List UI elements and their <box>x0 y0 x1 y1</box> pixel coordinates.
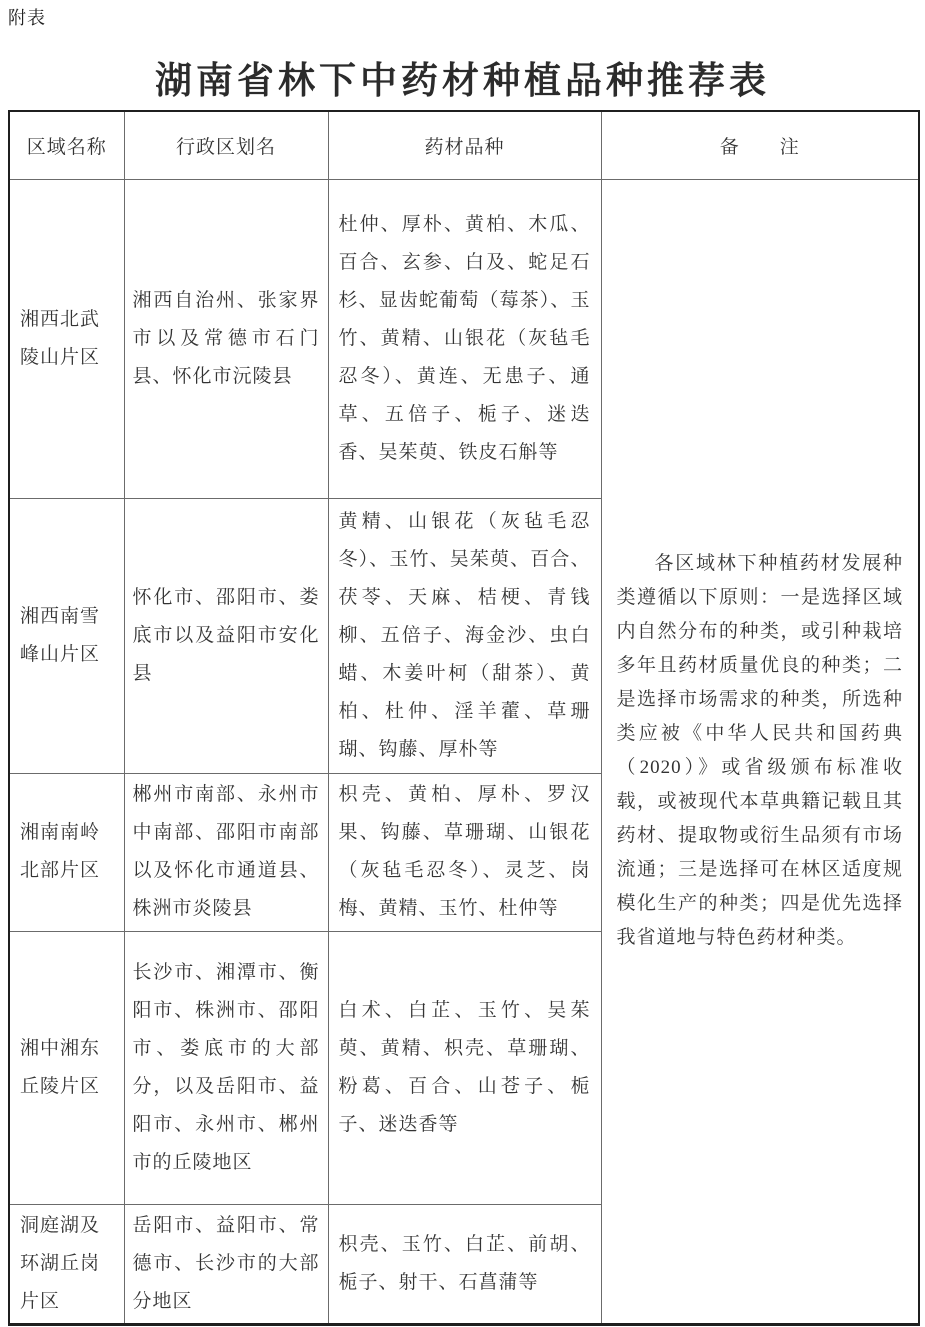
admin-division-cell: 长沙市、湘潭市、衡阳市、株洲市、邵阳市、娄底市的大部分，以及岳阳市、益阳市、永州市、郴州市的丘陵地区 <box>124 931 328 1204</box>
herb-varieties-cell: 枳壳、黄柏、厚朴、罗汉果、钩藤、草珊瑚、山银花（灰毡毛忍冬）、灵芝、岗梅、黄精、玉竹、杜仲等 <box>328 773 601 931</box>
remarks-cell <box>601 179 919 1324</box>
table-header-row <box>9 111 919 179</box>
region-name-cell: 湘西南雪峰山片区 <box>9 498 124 773</box>
herb-varieties-cell: 黄精、山银花（灰毡毛忍冬）、玉竹、吴茱萸、百合、茯苓、天麻、桔梗、青钱柳、五倍子、海金沙、虫白蜡、木姜叶柯（甜茶）、黄柏、杜仲、淫羊藿、草珊瑚、钩藤、厚朴等 <box>328 498 601 773</box>
attachment-label: 附表 <box>8 8 46 28</box>
region-name-cell: 湘中湘东丘陵片区 <box>9 931 124 1204</box>
admin-division-cell: 岳阳市、益阳市、常德市、长沙市的大部分地区 <box>124 1204 328 1324</box>
recommendation-table <box>8 110 920 1326</box>
region-name-cell: 湘西北武陵山片区 <box>9 179 124 498</box>
column-header-herb-varieties: 药材品种 <box>328 111 601 179</box>
region-name-cell: 洞庭湖及环湖丘岗片区 <box>9 1204 124 1324</box>
herb-varieties-cell: 白术、白芷、玉竹、吴茱萸、黄精、枳壳、草珊瑚、粉葛、百合、山苍子、栀子、迷迭香等 <box>328 931 601 1204</box>
table-row <box>9 179 919 498</box>
column-header-remarks: 备 注 <box>601 111 919 179</box>
herb-varieties-cell: 杜仲、厚朴、黄柏、木瓜、百合、玄参、白及、蛇足石杉、显齿蛇葡萄（莓茶）、玉竹、黄精、山银花（灰毡毛忍冬）、黄连、无患子、通草、五倍子、栀子、迷迭香、吴茱萸、铁皮石斛等 <box>328 179 601 498</box>
herb-varieties-cell: 枳壳、玉竹、白芷、前胡、栀子、射干、石菖蒲等 <box>328 1204 601 1324</box>
column-header-admin-division: 行政区划名 <box>124 111 328 179</box>
region-name-cell: 湘南南岭北部片区 <box>9 773 124 931</box>
admin-division-cell: 湘西自治州、张家界市以及常德市石门县、怀化市沅陵县 <box>124 179 328 498</box>
admin-division-cell: 郴州市南部、永州市中南部、邵阳市南部以及怀化市通道县、株洲市炎陵县 <box>124 773 328 931</box>
admin-division-cell: 怀化市、邵阳市、娄底市以及益阳市安化县 <box>124 498 328 773</box>
remarks-text: 各区域林下种植药材发展种类遵循以下原则：一是选择区域内自然分布的种类，或引种栽培多年且药材质量优良的种类；二是选择市场需求的种类，所选种类应被《中华人民共和国药典（2020）》或省级颁布标准收载，或被现代本草典籍记载且其药材、提取物或衍生品须有市场流通；三是选择可在林区适度规模化生产的种类；四是优先选择我省道地与特色药材种类。 <box>616 553 903 948</box>
page-title: 湖南省林下中药材种植品种推荐表 <box>155 61 770 102</box>
column-header-region: 区域名称 <box>9 111 124 179</box>
